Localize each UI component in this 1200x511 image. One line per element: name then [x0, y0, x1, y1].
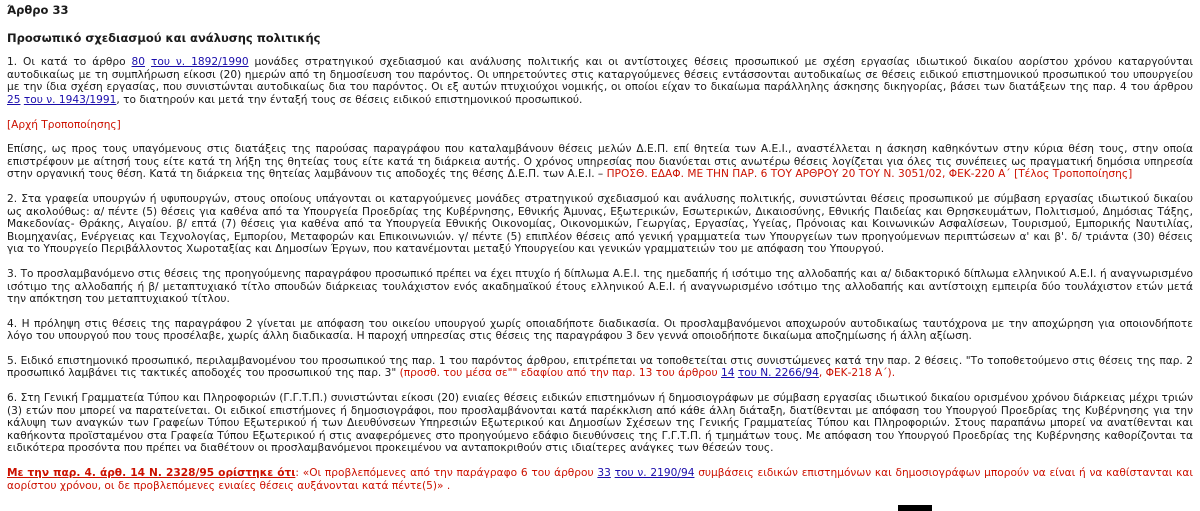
- amendment-note: , ΦΕΚ-218 Α΄).: [818, 367, 896, 380]
- law-2190-94-link[interactable]: του ν. 2190/94: [614, 467, 695, 480]
- amendment-start-marker: [Αρχή Τροποποίησης]: [7, 118, 121, 131]
- amendment-note: (προσθ. του μέσα σε"" εδαφίου από την παρ. 13 του άρθρου: [396, 367, 721, 380]
- paragraph-text: μονάδες στρατηγικού σχεδιασμού και ανάλυσης πολιτικής και οι αντίστοιχες θέσεις προσωπικού με σχέση εργασίας ιδιωτικού δικαίου αορίστου χρόνου καταργούνται αυτοδικαίως με τη συμπλήρωση είκοσι (20) ημερών από τη δημοσίευση του παρόντος. Οι υπηρετούντες στις καταργούμενες θέσεις εντάσσονται αυτοδικαίως σε θέσεις ειδικού επιστημονικού προσωπικού του υπουργείου με την ίδια σχέση εργασίας, που συνιστώνται αυτοδικαίως δια του παρόντος. Οι εξ αυτών πτυχιούχοι νομικής, οι οποίοι είχαν το δικαίωμα παράλληλης άσκησης δικηγορίας, βάσει των διατάξεων της παρ. 4 του άρθρου: [7, 56, 1194, 94]
- article-33-link[interactable]: 33: [597, 467, 611, 480]
- law-article: [7, 4, 1193, 492]
- paragraph-text: 5. Ειδικό επιστημονικό προσωπικό, περιλαμβανομένου του προσωπικού της παρ. 1 του παρόντος άρθρου, επιτρέπεται να τοποθετείται στις συνιστώμενες κατά την παρ. 2 θέσεις. "Το τοποθετούμενο στις θέσεις της παρ. 2 προσωπικό λαμβάνει τις τακτικές αποδοχές του προσωπικού της παρ. 3": [7, 354, 1193, 380]
- paragraph-text: συμβάσεις ειδικών επιστημόνων και δημοσιογράφων μπορούν να είναι ή να καθίστανται και αορίστου χρόνου, οι δε προβλεπόμενες ενιαίες θέσεις αυξάνονται κατά πέντε(5)» .: [7, 467, 1193, 492]
- article-25-link[interactable]: 25: [7, 93, 21, 106]
- article-title: Άρθρο 33: [7, 3, 69, 17]
- article-heading: Προσωπικό σχεδιασμού και ανάλυσης πολιτικής: [7, 30, 321, 45]
- black-block: [898, 505, 932, 511]
- article-80-link[interactable]: 80: [131, 56, 146, 69]
- paragraph-4: 4. Η πρόληψη στις θέσεις της παραγράφου 2 γίνεται με απόφαση του οικείου υπουργού χωρίς οποιαδήποτε διαδικασία. Οι προσλαμβανόμενοι αποχωρούν αυτοδικαίως ταυτόχρονα με την αποχώρηση για οποιονδήποτε λόγο του υπουργού που τους προσέλαβε, χωρίς άλλη διαδικασία. Η παροχή υπηρεσίας στις θέσεις της παραγράφου 3 δεν γεννά οποιοδήποτε δικαίωμα αποζημίωσης ή άλλη αξίωση.: [7, 317, 1193, 343]
- article-14-link[interactable]: 14: [721, 367, 735, 380]
- paragraph-2: 2. Στα γραφεία υπουργών ή υφυπουργών, στους οποίους υπάγονται οι καταργούμενες μονάδες στρατηγικού σχεδιασμού και ανάλυσης πολιτικής, συνιστώνται θέσεις προσωπικού με σύμβαση εργασίας ιδιωτικού δικαίου ως ακολούθως: α/ πέντε (5) θέσεις για καθένα από τα Υπουργεία Προεδρίας της Κυβέρνησης, Εθνικής Άμυνας, Εξωτερικών, Εσωτερικών, Δικαιοσύνης, Εθνικής Παιδείας και Θρησκευμάτων, Πολιτισμού, Δημόσιας Τάξης, Μακεδονίας- Θράκης, Αιγαίου. β/ επτά (7) θέσεις για καθένα από τα Υπουργεία Εθνικής Οικονομίας, Οικονομικών, Γεωργίας, Εργασίας, Υγείας, Πρόνοιας και Κοινωνικών Ασφαλίσεων, Τουρισμού, Εμπορικής Ναυτιλίας, Βιομηχανίας, Ενέργειας και Τεχνολογίας, Εμπορίου, Μεταφορών και Επικοινωνιών. γ/ πέντε (5) επιπλέον θέσεις από γενική γραμματεία των Υπουργείων των προηγούμενων περιπτώσεων α' και β'. δ/ τριάντα (30) θέσεις για το Υπουργείο Περιβάλλοντος Χωροταξίας και Δημοσίων Έργων, που κατανέμονται μεταξύ Υπουργείου και γενικών γραμματειών του με απόφαση του Υπουργού.: [7, 192, 1193, 256]
- paragraph-6: 6. Στη Γενική Γραμματεία Τύπου και Πληροφοριών (Γ.Γ.Τ.Π.) συνιστώνται είκοσι (20) ενιαίες θέσεις ειδικών επιστημόνων ή δημοσιογράφων με σύμβαση εργασίας ιδιωτικού δικαίου ορισμένου χρόνου διάρκειας μέχρι τριών (3) ετών που μπορεί να παρατείνεται. Οι ειδικοί επιστήμονες ή δημοσιογράφοι, που προσλαμβάνονται κατά παρέκκλιση από κάθε άλλη διάταξη, διατίθενται με απόφαση του Υπουργού Προεδρίας της Κυβέρνησης για την κάλυψη των αναγκών των Γραφείων Τύπου Εξωτερικού ή των Διευθύνσεων Υπηρεσιών Εξωτερικού και Δημοσίων Σχέσεων της Γενικής Γραμματείας Τύπου και Πληροφοριών. Στους παραπάνω μπορεί να ανατίθενται και καθήκοντα προϊσταμένου στα Γραφεία Τύπου Εξωτερικού ή στις αναφερόμενες στο προηγούμενο εδάφιο διευθύνσεις της Γ.Γ.Τ.Π. ή τμημάτων τους. Με απόφαση του Υπουργού Προεδρίας της Κυβέρνησης καθορίζονται τα ειδικότερα προσόντα που πρέπει να διαθέτουν οι προσλαμβανόμενοι προκειμένου να ανταποκριθούν στις ιδιαίτερες ανάγκες των θέσεών τους.: [7, 392, 1193, 455]
- paragraph-3: 3. Το προσλαμβανόμενο στις θέσεις της προηγούμενης παραγράφου προσωπικό πρέπει να έχει πτυχίο ή δίπλωμα Α.Ε.Ι. της ημεδαπής ή ισότιμο της αλλοδαπής και α/ διδακτορικό δίπλωμα ελληνικού Α.Ε.Ι. ή αναγνωρισμένο ισότιμο της αλλοδαπής ή β/ μεταπτυχιακό τίτλο σπουδών διάρκειας τουλάχιστον ενός ακαδημαϊκού έτους ελληνικού Α.Ε.Ι. ή αναγνωρισμένο ισότιμο της αλλοδαπής και αντίστοιχη εμπειρία δύο τουλάχιστον ετών μετά την απόκτηση του μεταπτυχιακού τίτλου.: [7, 267, 1193, 306]
- paragraph-text: Επίσης, ως προς τους υπαγόμενους στις διατάξεις της παρούσας παραγράφου που καταλαμβάνουν θέσεις μελών Δ.Ε.Π. επί θητεία των Α.Ε.Ι., αναστέλλεται η άσκηση καθηκόντων στην κύρια θέση τους, στην οποία επιστρέφουν με αίτησή τους είτε κατά τη λήξη της θητείας τους είτε κατά τη διάρκεια αυτής. Ο χρόνος υπηρεσίας που διανύεται στις ανωτέρω θέσεις λογίζεται για όλες τις συνέπειες ως πραγματική δημόσια υπηρεσία στην οργανική τους θέση. Κατά τη διάρκεια της θητείας λαμβάνουν τις αποδοχές της θέσης Δ.Ε.Π. των Α.Ε.Ι. –: [7, 143, 1193, 181]
- amendment-note: ΠΡΟΣΘ. ΕΔΑΦ. ΜΕ ΤΗΝ ΠΑΡ. 6 ΤΟΥ ΑΡΘΡΟΥ 20 ΤΟΥ Ν. 3051/02, ΦΕΚ-220 Α΄ [Τέλος Τροποποίησης]: [606, 168, 1133, 181]
- paragraph-1: [7, 56, 1193, 106]
- law-2328-95-link[interactable]: Με την παρ. 4. άρθ. 14 Ν. 2328/95 ορίστηκε ότι: [7, 467, 296, 480]
- law-2266-94-link[interactable]: του Ν. 2266/94: [737, 367, 819, 380]
- law-1943-1991-link[interactable]: του ν. 1943/1991: [23, 93, 117, 106]
- law-1892-1990-link[interactable]: του ν. 1892/1990: [150, 56, 249, 69]
- paragraph-text: , το διατηρούν και μετά την ένταξή τους σε θέσεις ειδικού επιστημονικού προσωπικού.: [116, 93, 583, 106]
- paragraph-text: 1. Οι κατά το άρθρο: [7, 56, 132, 69]
- paragraph-7: [7, 467, 1193, 492]
- paragraph-5: [7, 355, 1193, 380]
- paragraph-text: : «Οι προβλεπόμενες από την παράγραφο 6 του άρθρου: [295, 467, 598, 480]
- amendment-paragraph: [7, 143, 1193, 181]
